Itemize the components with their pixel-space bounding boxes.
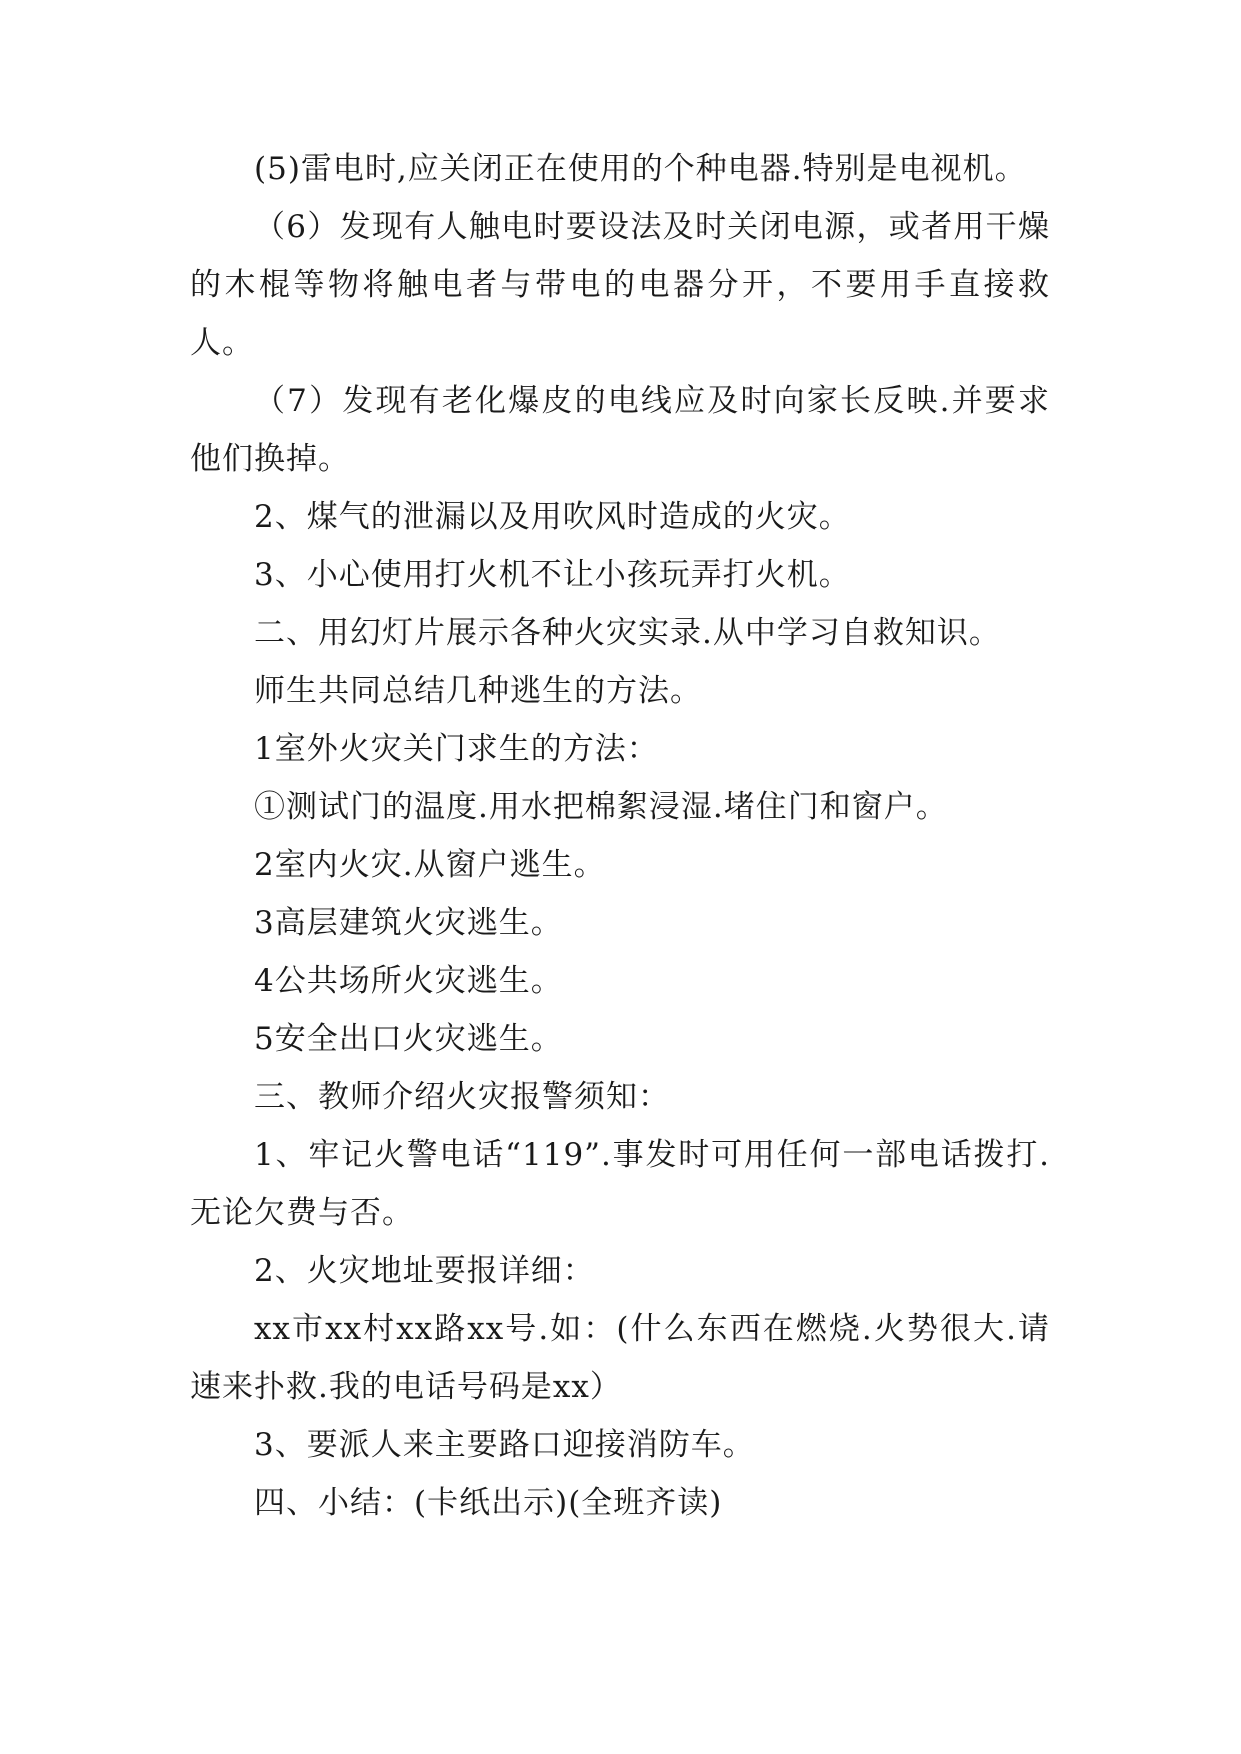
paragraph-17: xx市xx村xx路xx号.如：(什么东西在燃烧.火势很大.请速来扑救.我的电话号码是xx） [190,1311,1050,1405]
paragraph-5: 3、小心使用打火机不让小孩玩弄打火机。 [254,557,851,593]
paragraph-10: 2室内火灾.从窗户逃生。 [254,847,606,883]
paragraph-4: 2、煤气的泄漏以及用吹风时造成的火灾。 [254,499,851,535]
paragraph-15: 1、牢记火警电话“119”.事发时可用任何一部电话拨打.无论欠费与否。 [190,1137,1050,1231]
paragraph-3: （7）发现有老化爆皮的电线应及时向家长反映.并要求他们换掉。 [190,383,1050,477]
paragraph-16: 2、火灾地址要报详细： [254,1253,595,1289]
paragraph-6: 二、用幻灯片展示各种火灾实录.从中学习自救知识。 [254,615,1001,651]
paragraph-11: 3高层建筑火灾逃生。 [254,905,563,941]
paragraph-1: (5)雷电时,应关闭正在使用的个种电器.特别是电视机。 [254,151,1027,187]
paragraph-14: 三、教师介绍火灾报警须知： [254,1079,670,1115]
paragraph-13: 5安全出口火灾逃生。 [254,1021,563,1057]
paragraph-2: （6）发现有人触电时要设法及时关闭电源，或者用干燥的木棍等物将触电者与带电的电器分开，不要用手直接救人。 [190,209,1050,361]
paragraph-8: 1室外火灾关门求生的方法： [254,731,659,767]
paragraph-7: 师生共同总结几种逃生的方法。 [254,673,702,709]
paragraph-18: 3、要派人来主要路口迎接消防车。 [254,1427,755,1463]
paragraph-9: ①测试门的温度.用水把棉絮浸湿.堵住门和窗户。 [254,789,948,825]
paragraph-12: 4公共场所火灾逃生。 [254,963,563,999]
paragraph-19: 四、小结：(卡纸出示)(全班齐读) [254,1485,723,1521]
